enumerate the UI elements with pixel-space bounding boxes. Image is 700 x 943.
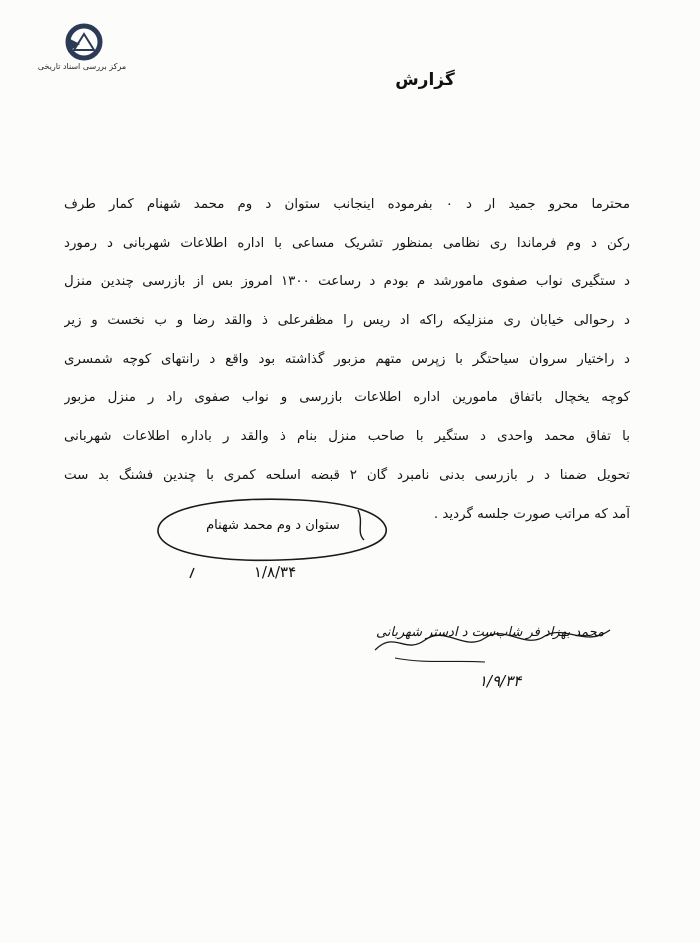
report-line: د ستگیری نواب صفوی مامورشد م بودم د رساعت ۱۳۰۰ امروز بس از بازرسی چندین منزل bbox=[64, 274, 630, 290]
archive-logo bbox=[22, 22, 142, 80]
report-line: کوچه یخچال باتفاق مامورین اداره اطلاعات بازرسی و نواب صفوی راد ر منزل مزبور bbox=[64, 390, 630, 406]
document-title: گزارش bbox=[395, 70, 455, 90]
report-line: تحویل ضمنا د ر بازرسی بدنی نامبرد گان ۲ قبضه اسلحه کمری با چندین فشنگ بد ست bbox=[64, 467, 630, 483]
officer-signature-name: ستوان د وم محمد شهنام bbox=[206, 518, 340, 533]
report-line: محترما محرو جمید ار د ۰ بفرموده اینجانب ستوان د وم محمد شهنام کمار طرف bbox=[64, 197, 630, 212]
archive-center-logo-icon bbox=[50, 22, 114, 62]
report-line: د راختیار سروان سیاحتگر با زپرس متهم مزبور گذاشته بود واقع د رانتهای کوچه شمسری bbox=[64, 351, 630, 367]
report-line: آمد که مراتب صورت جلسه گردید . bbox=[433, 506, 630, 522]
report-body bbox=[64, 186, 630, 534]
second-signature-date: ۱/۹/۳۴ bbox=[478, 672, 522, 690]
handwritten-signature-icon bbox=[365, 610, 625, 670]
second-signature-text: محمد بهزاد فر شاب‌ست د ادستر شهربانی bbox=[375, 625, 605, 640]
signature-date: ۱/۸/۳۴ bbox=[253, 563, 297, 581]
report-line: د رحوالی خیابان ری منزلیکه راکه اد ریس را مظفرعلی ذ والقد رضا و ب نخست و زیر bbox=[64, 313, 630, 329]
report-line: رکن د وم فرماندا ری نظامی بمنظور تشریک مساعی با اداره اطلاعات شهربانی د رمورد bbox=[64, 235, 630, 251]
report-line: با تفاق محمد واحدی د ستگیر با صاحب منزل بنام ذ والقد ر باداره اطلاعات شهربانی bbox=[64, 429, 630, 445]
logo-caption: مرکز بررسی اسناد تاریخی bbox=[37, 62, 127, 71]
